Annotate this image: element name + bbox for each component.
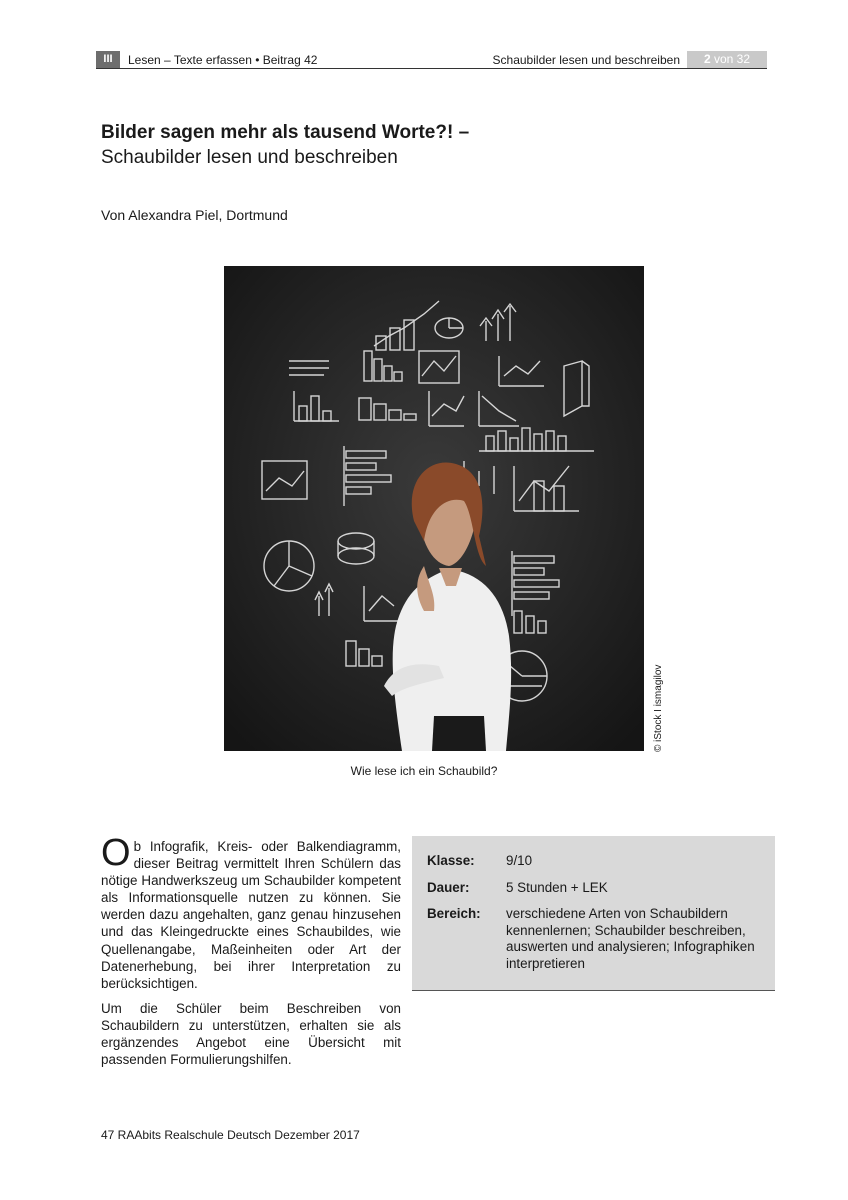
intro-paragraph-1 xyxy=(101,832,401,992)
page-footer: 47 RAAbits Realschule Deutsch Dezember 2017 xyxy=(101,1128,360,1142)
section-badge: III xyxy=(96,51,120,68)
intro-paragraph-2: Um die Schüler beim Beschreiben von Schaubildern zu unterstützen, erhalten sie als ergänzendes Angebot eine Übersicht mit passenden Formulierungshilfen. xyxy=(101,1000,401,1068)
header-topic: Schaubilder lesen und beschreiben xyxy=(492,53,680,67)
bereich-label: Bereich: xyxy=(427,906,481,921)
dauer-value: 5 Stunden + LEK xyxy=(506,880,608,895)
header-breadcrumb: Lesen – Texte erfassen • Beitrag 42 xyxy=(128,53,318,67)
photo-credit: © iStock I ismagilov xyxy=(653,664,664,752)
bereich-value: verschiedene Arten von Schaubildern kennenlernen; Schaubilder beschreiben, auswerten und analysieren; Infographiken interpretieren xyxy=(506,906,755,971)
page-header xyxy=(96,51,767,68)
info-box xyxy=(412,836,775,991)
drop-cap: O xyxy=(101,832,131,874)
klasse-label: Klasse: xyxy=(427,853,475,868)
dauer-label: Dauer: xyxy=(427,880,470,895)
chalkboard-photo xyxy=(224,266,644,751)
page-title: Bilder sagen mehr als tausend Worte?! – xyxy=(101,122,470,143)
intro-text xyxy=(101,832,401,1076)
page-indicator xyxy=(687,51,767,68)
figure-caption: Wie lese ich ein Schaubild? xyxy=(350,764,498,778)
intro-paragraph-1-text: b Infografik, Kreis- oder Balkendiagramm, dieser Beitrag vermittelt Ihren Schülern das nötige Handwerkszeug um Schaubilder kompetent als Informationsquelle nutzen zu können. Sie werden dazu angehalten, ganz genau hinzusehen und das Kleingedruckte eines Schaubildes, wie Quellenangabe, Maßeinheiten oder Art der Datenerhebung, bei ihrer Interpretation zu berücksichtigen. xyxy=(101,839,401,991)
author-line: Von Alexandra Piel, Dortmund xyxy=(101,207,288,223)
page-number: 2 xyxy=(703,52,711,66)
klasse-value: 9/10 xyxy=(506,853,533,868)
page-total: von 32 xyxy=(714,52,751,66)
page-subtitle: Schaubilder lesen und beschreiben xyxy=(101,147,398,168)
header-rule xyxy=(96,68,767,69)
